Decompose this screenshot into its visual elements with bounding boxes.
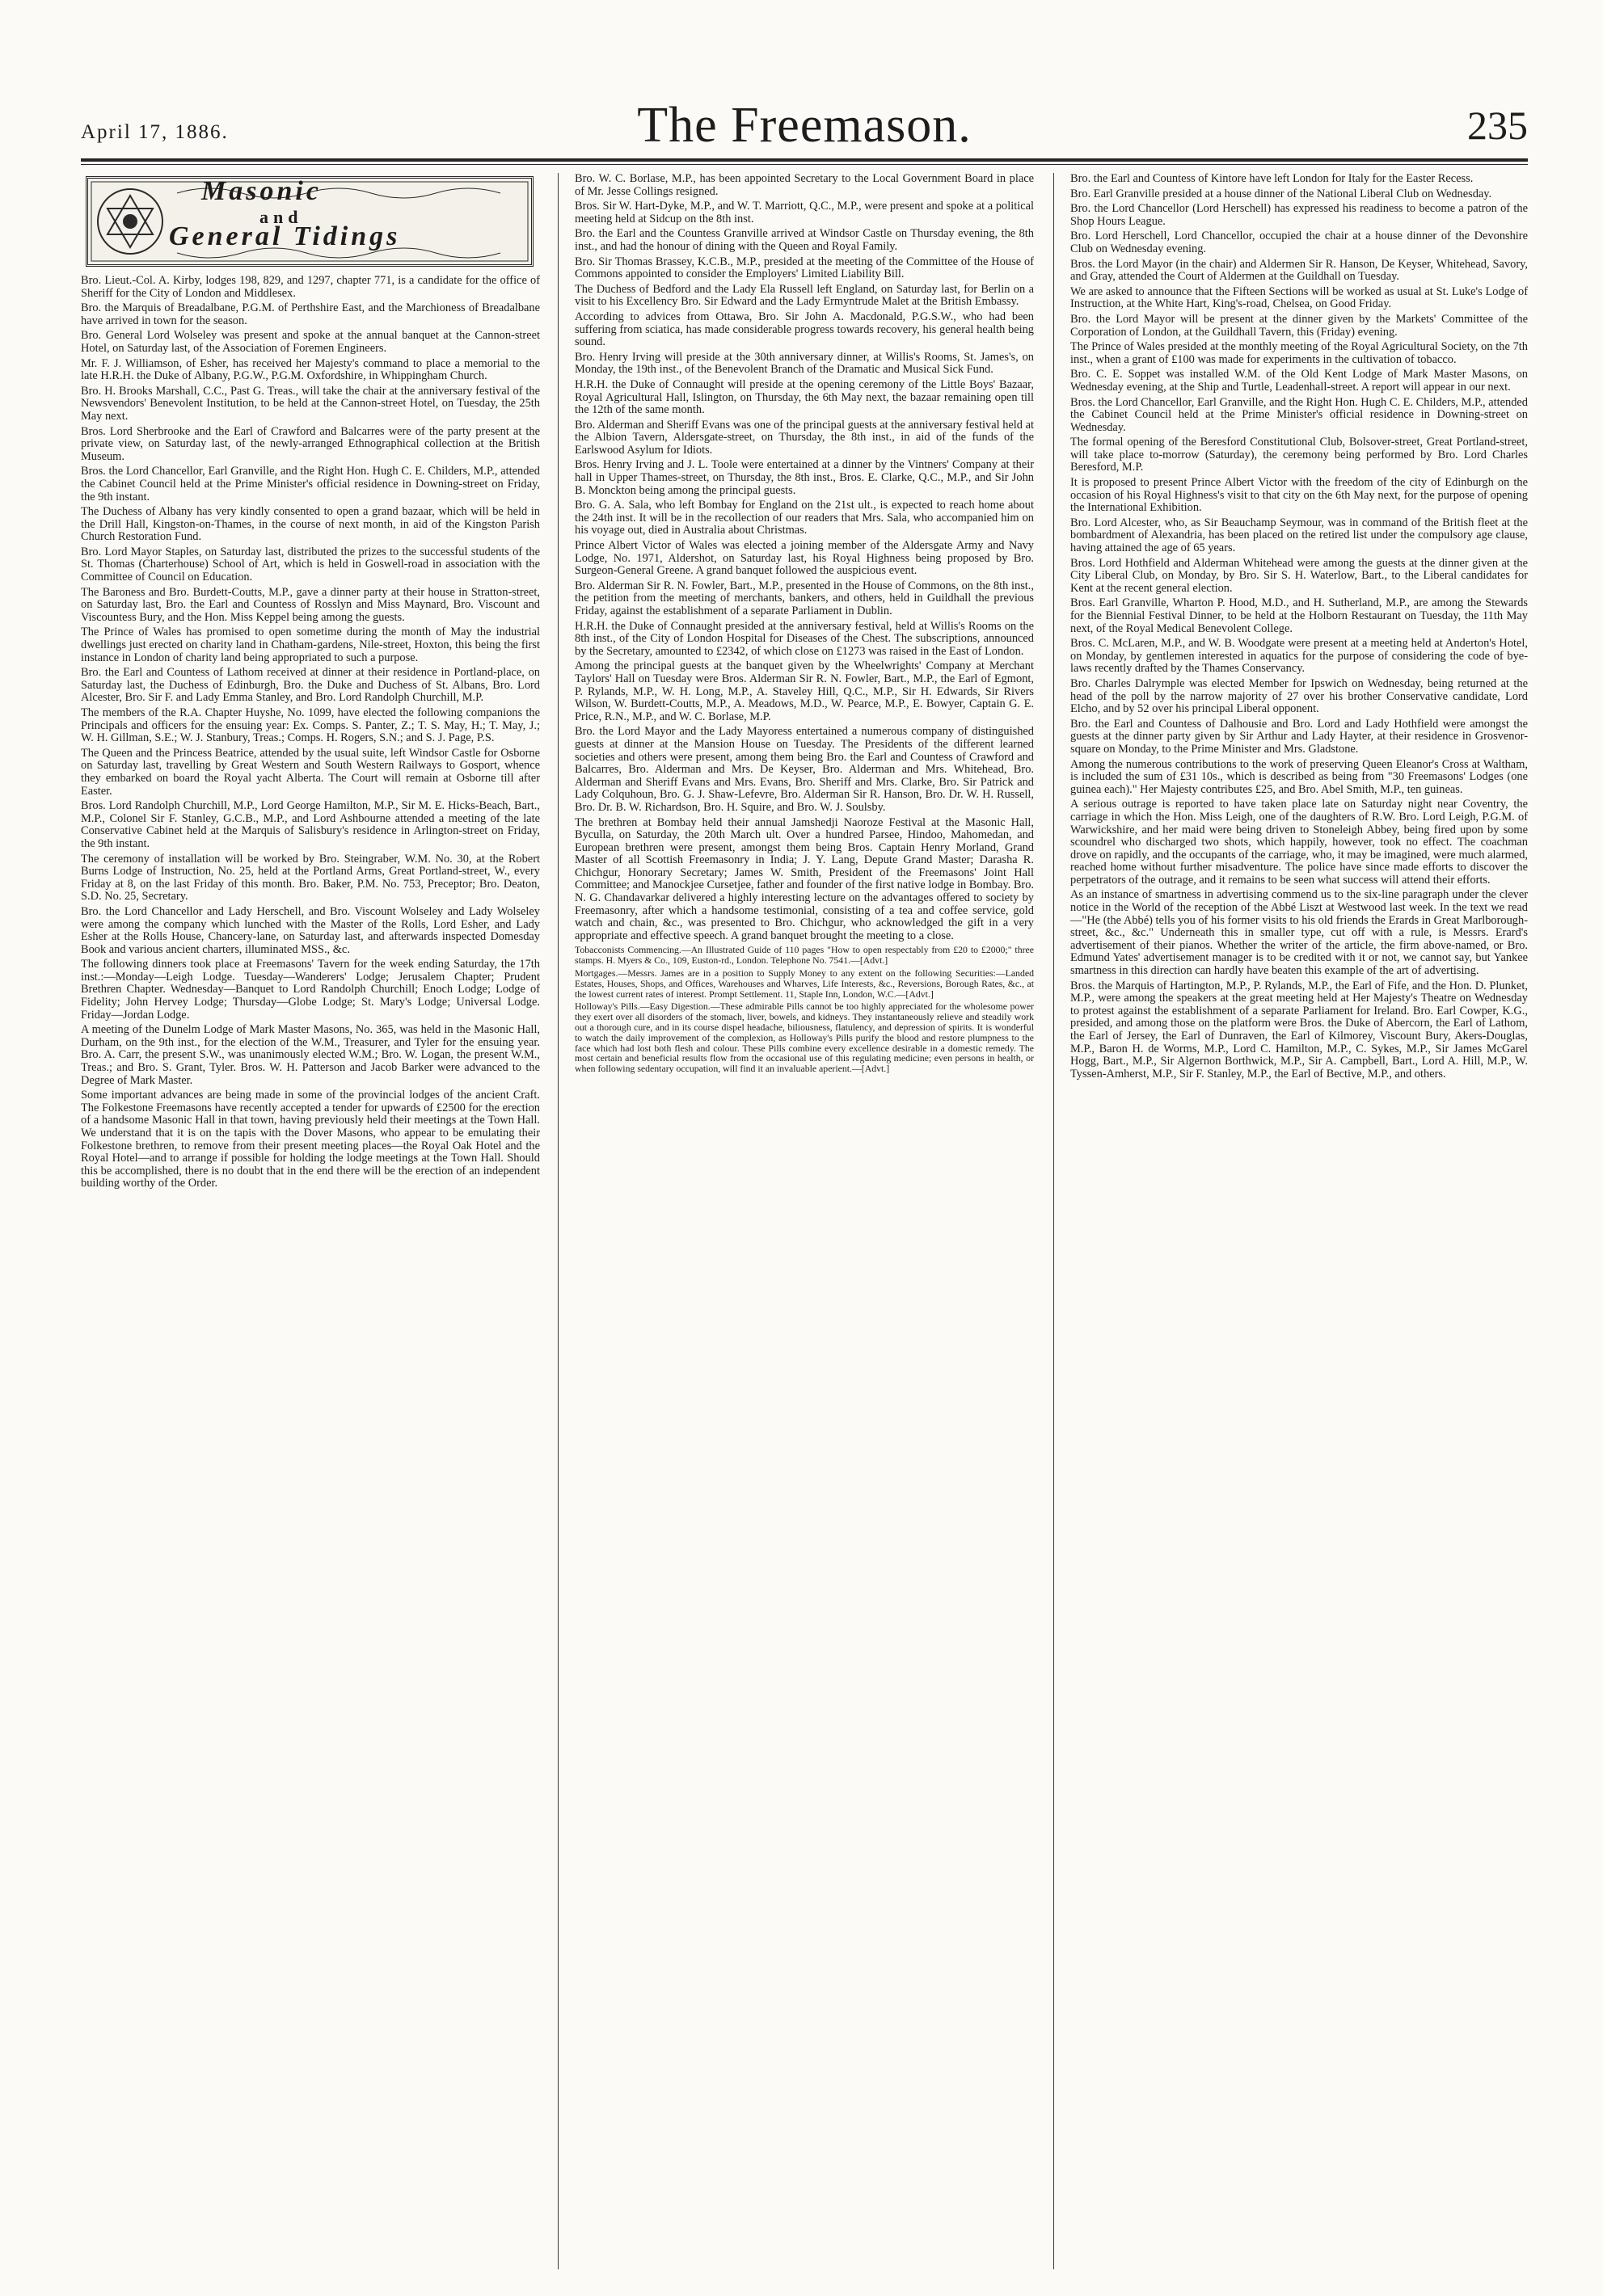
news-paragraph: Bro. the Earl and Countess of Kintore have left London for Italy for the Easter Recess. [1070,173,1474,185]
news-paragraph: H.R.H. the Duke of Connaught will preside at the opening ceremony of the Little Boys' Bazaar, Royal Agricultural Hall, Islington, on Thursday, the 6th May next, the bazaar remaining open till the 12th of the same month. [575,377,1034,417]
issue-date: April 17, 1886. [81,121,229,143]
news-paragraph: The Queen and the Princess Beatrice, attended by the usual suite, left Windsor Castle for Osborne on Saturday last, travelling by Great Western and South Western Railways to Gosport, whence they embarked on board the Royal yacht Alberta. The Court will remain at Osborne till after Easter. [81,746,540,798]
news-paragraph: Bros. C. McLaren, M.P., and W. B. Woodgate were present at a meeting held at Anderton's Hotel, on Monday, by gentlemen interested in aquatics for the purpose of considering the code of bye-laws recently drafted by the Thames Conservancy. [1070,637,1528,676]
news-paragraph: We are asked to announce that the Fifteen Sections will be worked as usual at St. Luke's Lodge of Instruction, at the White Hart, King's-road, Chelsea, on Good Friday. [1070,284,1528,311]
news-paragraph: The members of the R.A. Chapter Huyshe, No. 1099, have elected the following companions the Principals and officers for the ensuing year: Ex. Comps. S. Panter, Z.; T. S. May, H.; T. May, J.; W. H. Gillman, S.E.; W. J. Stanbury, Treas.; Comps. H. Rogers, S.N.; and S. J. Page, P.S. [81,706,540,745]
news-paragraph: Bros. Henry Irving and J. L. Toole were entertained at a dinner by the Vintners' Company at their hall in Upper Thames-street, on Thursday, the 8th inst., Bros. E. Clarke, Q.C., M.P., and Sir John B. Monckton being among the principal guests. [575,458,1034,497]
news-paragraph: Bros. Sir W. Hart-Dyke, M.P., and W. T. Marriott, Q.C., M.P., were present and spoke at a political meeting held at Sidcup on the 8th inst. [575,200,1034,225]
column-2 [575,173,1034,2269]
news-paragraph: Bro. the Lord Chancellor (Lord Herschell) has expressed his readiness to become a patron of the Shop Hours League. [1070,202,1528,228]
heading-masonic: Masonic [201,176,322,206]
heading-general-tidings: General Tidings [169,221,401,251]
column-3 [1070,173,1528,2269]
news-paragraph: Prince Albert Victor of Wales was elected a joining member of the Aldersgate Army and Navy Lodge, No. 1971, Aldershot, on Saturday last, his Royal Highness being proposed by Bro. Surgeon-General Greene. A grand banquet followed the auspicious event. [575,539,1034,578]
column-1 [81,176,540,2269]
advert-paragraph: Mortgages.—Messrs. James are in a position to Supply Money to any extent on the following Securities:—Landed Estates, Houses, Shops, and Offices, Warehouses and Wharves, Life Interests, &c., Reversions, Borough Rates, &c., at the lowest current rates of interest. Prompt Settlement. 11, Staple Inn, London, W.C.—[Advt.] [575,967,1034,1000]
news-paragraph: Bro. General Lord Wolseley was present and spoke at the annual banquet at the Cannon-street Hotel, on Saturday last, of the Association of Foremen Engineers. [81,329,540,355]
news-paragraph: Bro. G. A. Sala, who left Bombay for England on the 21st ult., is expected to reach home about the 24th inst. It will be in the recollection of our readers that Mrs. Sala, who accompanied him on his voyage out, died in Australia about Christmas. [575,499,1034,537]
news-paragraph: Bro. Alderman and Sheriff Evans was one of the principal guests at the anniversary festival held at the Albion Tavern, Aldersgate-street, on Thursday, the 8th inst., in aid of the funds of the Earlswood Asylum for Idiots. [575,418,1034,457]
news-paragraph: Among the principal guests at the banquet given by the Wheelwrights' Company at Merchant Taylors' Hall on Tuesday were Bros. Alderman Sir R. N. Fowler, Bart., M.P., the Earl of Egmont, P. Rylands, M.P., W. H. Long, M.P., A. Staveley Hill, Q.C., M.P., Sir H. Edwards, Sir Rivers Wilson, W. Burdett-Coutts, M.P., A. Meadows, M.D., W. Pearce, M.P., E. Bowyer, Captain G. E. Price, R.N., M.P., and W. C. Borlase, M.P. [575,659,1034,723]
news-paragraph: It is proposed to present Prince Albert Victor with the freedom of the city of Edinburgh on the occasion of his Royal Highness's visit to that city on the 6th May next, for the purpose of opening the International Exhibition. [1070,476,1528,515]
news-paragraph: Bros. Lord Randolph Churchill, M.P., Lord George Hamilton, M.P., Sir M. E. Hicks-Beach, Bart., M.P., Colonel Sir F. Stanley, G.C.B., M.P., and Lord Ashbourne attended a meeting of the late Conservative Cabinet held at the Marquis of Salisbury's residence in Arlington-street on Friday, the 9th instant. [81,799,540,850]
masthead-rule [81,158,1528,162]
news-paragraph: A serious outrage is reported to have taken place late on Saturday night near Coventry, the carriage in which the Hon. Miss Leigh, one of the daughters of R.W. Bro. Lord Leigh, P.G.M. of Warwickshire, and her maid were being driven to Stoneleigh Abbey, being fired upon by some scoundrel who discharged two shots, which happily, however, took no effect. The coachman drove on rapidly, and the occupants of the carriage, who, it may be imagined, were much alarmed, reached home without further misadventure. The police have since made efforts to discover the perpetrators of the outrage, and it remains to be seen what success will attend their efforts. [1070,798,1528,887]
news-paragraph: Bro. C. E. Soppet was installed W.M. of the Old Kent Lodge of Mark Master Masons, on Wednesday evening, at the Ship and Turtle, Leadenhall-street. A report will appear in our next. [1070,368,1528,394]
news-paragraph: Bro. Lord Mayor Staples, on Saturday last, distributed the prizes to the successful students of the St. Thomas (Charterhouse) School of Art, which is held in Goswell-road in association with the Committee of Council on Education. [81,545,540,584]
news-paragraph: Bro. the Marquis of Breadalbane, P.G.M. of Perthshire East, and the Marchioness of Breadalbane have arrived in town for the season. [81,301,540,327]
news-paragraph: Bro. Lieut.-Col. A. Kirby, lodges 198, 829, and 1297, chapter 771, is a candidate for the office of Sheriff for the City of London and Middlesex. [81,274,540,300]
news-paragraph: Bros. Earl Granville, Wharton P. Hood, M.D., and H. Sutherland, M.P., are among the Stewards for the Biennial Festival Dinner, to be held at the Holborn Restaurant on Tuesday, the 11th May next, of the Royal Medical Benevolent College. [1070,596,1528,635]
news-paragraph: Bro. the Earl and the Countess Granville arrived at Windsor Castle on Thursday evening, the 8th inst., and had the honour of dining with the Queen and Royal Family. [575,227,1034,253]
news-paragraph: Bro. Henry Irving will preside at the 30th anniversary dinner, at Willis's Rooms, St. James's, on Monday, the 19th inst., of the Benevolent Branch of the Dramatic and Musical Sick Fund. [575,350,1034,377]
news-paragraph: Bro. Alderman Sir R. N. Fowler, Bart., M.P., presented in the House of Commons, on the 8th inst., the petition from the meeting of merchants, bankers, and others, held in Guildhall the previous Friday, against the establishment of a separate Parliament in Dublin. [575,579,1034,617]
page-number: 235 [1467,103,1528,148]
news-paragraph: Bro. the Lord Mayor and the Lady Mayoress entertained a numerous company of distinguished guests at dinner at the Mansion House on Tuesday. The Presidents of the different learned societies and others were present, among them being Bro. the Earl and Countess of Crawford and Balcarres, Bro. Alderman and Mrs. De Keyser, Bro. Alderman and Mrs. Whitehead, Bro. Alderman and Sheriff Evans and Mrs. Evans, Bro. Sheriff and Mrs. Clarke, Bro. Sir Patrick and Lady Colquhoun, Bro. G. J. Shaw-Lefevre, Bro. Alderman Sir R. Hanson, Bro. Dr. W. H. Russell, Bro. Dr. B. W. Richardson, Bro. H. Squire, and Bro. W. J. Soulsby. [575,725,1034,814]
news-paragraph: H.R.H. the Duke of Connaught presided at the anniversary festival, held at Willis's Rooms on the 8th inst., of the City of London Hospital for Diseases of the Chest. The subscriptions, announced by the Secretary, amounted to £2342, of which close on £1273 was raised in the East of London. [575,619,1034,658]
news-paragraph: The ceremony of installation will be worked by Bro. Steingraber, W.M. No. 30, at the Robert Burns Lodge of Instruction, No. 25, held at the Portland Arms, Great Portland-street, W., every Friday at 8, on the last Friday of this month. Bro. Baker, P.M. No. 753, Preceptor; Bro. Deaton, S.D. No. 25, Secretary. [81,852,540,904]
news-paragraph: Bros. the Lord Chancellor, Earl Granville, and the Right Hon. Hugh C. E. Childers, M.P., attended the Cabinet Council held at the Prime Minister's official residence in Downing-street on Wednesday. [1070,395,1528,434]
news-paragraph: The formal opening of the Beresford Constitutional Club, Bolsover-street, Great Portland-street, will take place to-morrow (Saturday), the ceremony being performed by Bro. Lord Charles Beresford, M.P. [1070,436,1528,474]
news-paragraph: A meeting of the Dunelm Lodge of Mark Master Masons, No. 365, was held in the Masonic Hall, Durham, on the 9th inst., for the election of the W.M., Treasurer, and Tyler for the ensuing year. Bro. A. Carr, the present S.W., was unanimously elected W.M.; Bro. W. Logan, the present W.M., Treas.; and Bro. S. Grant, Tyler. Bros. W. H. Patterson and Jacob Barker were advanced to the Degree of Mark Master. [81,1023,540,1087]
news-paragraph: The Prince of Wales has promised to open sometime during the month of May the industrial dwellings just erected on charity land in Chatham-gardens, Nile-street, Hoxton, this being the first instance in London of charity land being appropriated to such a purpose. [81,626,540,664]
news-paragraph: According to advices from Ottawa, Bro. Sir John A. Macdonald, P.G.S.W., who had been suffering from sciatica, has made considerable progress towards recovery, his general health being sound. [575,310,1034,349]
news-paragraph: The Prince of Wales presided at the monthly meeting of the Royal Agricultural Society, on the 7th inst., when a grant of £100 was made for experiments in the cultivation of tobacco. [1070,340,1528,366]
news-paragraph: Bro. the Earl and Countess of Dalhousie and Bro. Lord and Lady Hothfield were amongst the guests at the dinner party given by Sir Arthur and Lady Hayter, at their residence in Grosvenor-square on Monday, to the Prime Minister and Mrs. Gladstone. [1070,717,1528,756]
newspaper-title: The Freemason. [637,98,972,153]
news-paragraph: Bro. Earl Granville presided at a house dinner of the National Liberal Club on Wednesday. [1070,187,1492,200]
column-divider [558,173,559,2269]
news-paragraph: Bro. W. C. Borlase, M.P., has been appointed Secretary to the Local Government Board in place of Mr. Jesse Collings resigned. [575,173,1034,198]
news-paragraph: Bro. Lord Herschell, Lord Chancellor, occupied the chair at a house dinner of the Devonshire Club on Wednesday evening. [1070,230,1528,255]
news-paragraph: The Duchess of Albany has very kindly consented to open a grand bazaar, which will be held in the Drill Hall, Kingston-on-Thames, in the course of next month, in aid of the Kingston Parish Church Restoration Fund. [81,505,540,544]
news-paragraph: The brethren at Bombay held their annual Jamshedji Naoroze Festival at the Masonic Hall, Byculla, on Saturday, the 20th March ult. Over a hundred Parsee, Hindoo, Mahomedan, and European brethren were present, amongst them being Bros. Captain Henry Morland, Grand Master of all Scottish Freemasonry in India; J. Y. Lang, Depute Grand Master; Darasha R. Chichgur, Honorary Secretary; James W. Smith, President of the Freemasons' Joint Hall Committee; and Manockjee Cursetjee, father and founder of the first native lodge in Bombay. Bro. N. G. Chandavarkar delivered a highly interesting lecture on the advantages offered to society by Freemasonry, after which a handsome testimonial, consisting of a tea and coffee service, gold watch and chain, &c., was presented to Bro. Chichgur, who acknowledged the gift in a very appropriate and effective speech. A grand banquet brought the meeting to a close. [575,815,1034,942]
news-paragraph: Bro. the Lord Chancellor and Lady Herschell, and Bro. Viscount Wolseley and Lady Wolseley were among the company which lunched with the Master of the Rolls, Lord Esher, and Lady Esher at the Rolls House, Chancery-lane, on Saturday last, and afterwards inspected Domesday Book and various ancient charters, illuminated MSS., &c. [81,904,540,956]
news-paragraph: The Duchess of Bedford and the Lady Ela Russell left England, on Saturday last, for Berlin on a visit to his Excellency Bro. Sir Edward and the Lady Ermyntrude Malet at the British Embassy. [575,282,1034,309]
column-divider [1053,173,1054,2269]
advert-paragraph: Tobacconists Commencing.—An Illustrated Guide of 110 pages "How to open respectably from £20 to £2000;" three stamps. H. Myers & Co., 109, Euston-rd., London. Telephone No. 7541.—[Advt.] [575,944,1034,967]
news-paragraph: Bro. Lord Alcester, who, as Sir Beauchamp Seymour, was in command of the British fleet at the bombardment of Alexandria, has been placed on the retired list under the compulsory age clause, having attained the age of 65 years. [1070,516,1528,555]
news-paragraph: Bros. the Lord Chancellor, Earl Granville, and the Right Hon. Hugh C. E. Childers, M.P., attended the Cabinet Council held at the Prime Minister's official residence in Downing-street on Friday, the 9th instant. [81,465,540,503]
news-paragraph: Bro. H. Brooks Marshall, C.C., Past G. Treas., will take the chair at the anniversary festival of the Newsvendors' Benevolent Institution, to be held at the Cannon-street Hotel, on Tuesday, the 25th May next. [81,384,540,423]
news-paragraph: The following dinners took place at Freemasons' Tavern for the week ending Saturday, the 17th inst.:—Monday—Leigh Lodge. Tuesday—Wanderers' Lodge; Jerusalem Chapter; Prudent Brethren Chapter. Wednesday—Banquet to Lord Randolph Churchill; Enoch Lodge; Lodge of Fidelity; John Hervey Lodge; Thursday—Globe Lodge; St. Mary's Lodge; Universal Lodge. Friday—Jordan Lodge. [81,958,540,1022]
section-heading-ornament [86,176,534,267]
news-paragraph: Mr. F. J. Williamson, of Esher, has received her Majesty's command to place a memorial to the late H.R.H. the Duke of Albany, P.G.W., P.G.M. Oxfordshire, in Whippingham Church. [81,356,540,383]
news-paragraph: As an instance of smartness in advertising commend us to the six-line paragraph under the clever notice in the World of the reception of the Abbé Liszt at Westwood last week. In the text we read—"He (the Abbé) tells you of his former visits to his old friends the Erards in Great Marlborough-street, &c., &c." Underneath this in smaller type, cut off with a rule, is Messrs. Erard's advertisement of their pianos. Whether the writer of the article, the firm above-named, or Bro. Edmund Yates' advertisement manager is to be credited with it or not, we cannot say, but Yankee smartness in this direction can hardly have beaten this example of the art of advertising. [1070,888,1528,978]
news-paragraph: Bros. Lord Sherbrooke and the Earl of Crawford and Balcarres were of the party present at the private view, on Saturday last, of the newly-arranged Ethnographical collection at the British Museum. [81,424,540,463]
news-paragraph: Bros. the Lord Mayor (in the chair) and Aldermen Sir R. Hanson, De Keyser, Whitehead, Savory, and Gray, attended the Court of Aldermen at the Guildhall on Tuesday. [1070,257,1528,284]
news-paragraph: Among the numerous contributions to the work of preserving Queen Eleanor's Cross at Waltham, is included the sum of £31 10s., which is described as being from "30 Freemasons' Lodges (one guinea each)." Her Majesty contributes £25, and Bro. Abel Smith, M.P., ten guineas. [1070,757,1528,796]
news-paragraph: Bro. Charles Dalrymple was elected Member for Ipswich on Wednesday, being returned at the head of the poll by the narrow majority of 27 over his brother Conservative candidate, Lord Elcho, and by 52 over his principal Liberal opponent. [1070,676,1528,716]
masthead [81,97,1528,157]
heading-and: and [259,207,303,227]
news-paragraph: Bros. the Marquis of Hartington, M.P., P. Rylands, M.P., the Earl of Fife, and the Hon. D. Plunket, M.P., were among the speakers at the great meeting held at Her Majesty's Theatre on Wednesday to protest against the establishment of a separate Parliament for Ireland. Bro. Earl Cowper, K.G., presided, and among those on the platform were Bros. the Duke of Abercorn, the Earl of Lathom, the Earl of Jersey, the Earl of Dunraven, the Earl of Kilmorey, Viscount Bury, Akers-Douglas, M.P., Baron H. de Worms, M.P., Lord C. Hamilton, M.P., C. Sykes, M.P., Sir James McGarel Hogg, Bart., M.P., Sir Algernon Borthwick, M.P., Sir A. Campbell, Bart., Lord A. Hill, M.P., W. Tyssen-Amherst, M.P., Sir F. Stanley, M.P., the Earl of Bective, M.P., and others. [1070,979,1528,1081]
advert-paragraph: Holloway's Pills.—Easy Digestion.—These admirable Pills cannot be too highly appreciated for the wholesome power they exert over all disorders of the stomach, liver, bowels, and kidneys. They instantaneously relieve and steadily work out a thorough cure, and in its course dispel headache, biliousness, flatulency, and depression of spirits. It is wonderful to watch the daily improvement of the complexion, as Holloway's Pills purify the blood and restore plumpness to the face which had lost both flesh and colour. These Pills combine every excellence desirable in a domestic remedy. The most certain and beneficial results flow from the occasional use of this regulating medicine; even persons in health, or when following sedentary occupation, will find it an invaluable aperient.—[Advt.] [575,1001,1034,1075]
news-paragraph: The Baroness and Bro. Burdett-Coutts, M.P., gave a dinner party at their house in Stratton-street, on Saturday last, Bro. the Earl and Countess of Rosslyn and Miss Maynard, Bro. Viscount and Viscountess Bury, and the Hon. Miss Keppel being among the guests. [81,585,540,624]
masthead-rule-thin [81,164,1528,165]
news-paragraph: Bro. the Earl and Countess of Lathom received at dinner at their residence in Portland-place, on Saturday last, the Duchess of Edinburgh, Bro. the Duke and Duchess of St. Albans, Bro. Lord Alcester, Bro. Sir F. and Lady Emma Stanley, and Bro. Lord Randolph Churchill, M.P. [81,666,540,705]
news-paragraph: Bro. the Lord Mayor will be present at the dinner given by the Markets' Committee of the Corporation of London, at the Guildhall Tavern, this (Friday) evening. [1070,312,1528,339]
news-paragraph: Bro. Sir Thomas Brassey, K.C.B., M.P., presided at the meeting of the Committee of the House of Commons appointed to consider the Employers' Limited Liability Bill. [575,255,1034,281]
news-paragraph: Some important advances are being made in some of the provincial lodges of the ancient Craft. The Folkestone Freemasons have recently accepted a tender for upwards of £2500 for the erection of a handsome Masonic Hall in that town, having previously held their meetings at the Town Hall. We understand that it is on the tapis with the Dover Masons, who appear to be emulating their Folkestone brethren, to remove from their present meeting places—the Royal Oak Hotel and the Royal Hotel—and to arrange if possible for holding the lodge meetings at the Town Hall. Should this be accomplished, there is no doubt that in the end there will be the erection of an independent building worthy of the Order. [81,1089,540,1190]
news-paragraph: Bros. Lord Hothfield and Alderman Whitehead were among the guests at the dinner given at the City Liberal Club, on Monday, by Bro. Sir S. H. Waterlow, Bart., to the Liberal candidates for Kent at the recent general election. [1070,556,1528,595]
